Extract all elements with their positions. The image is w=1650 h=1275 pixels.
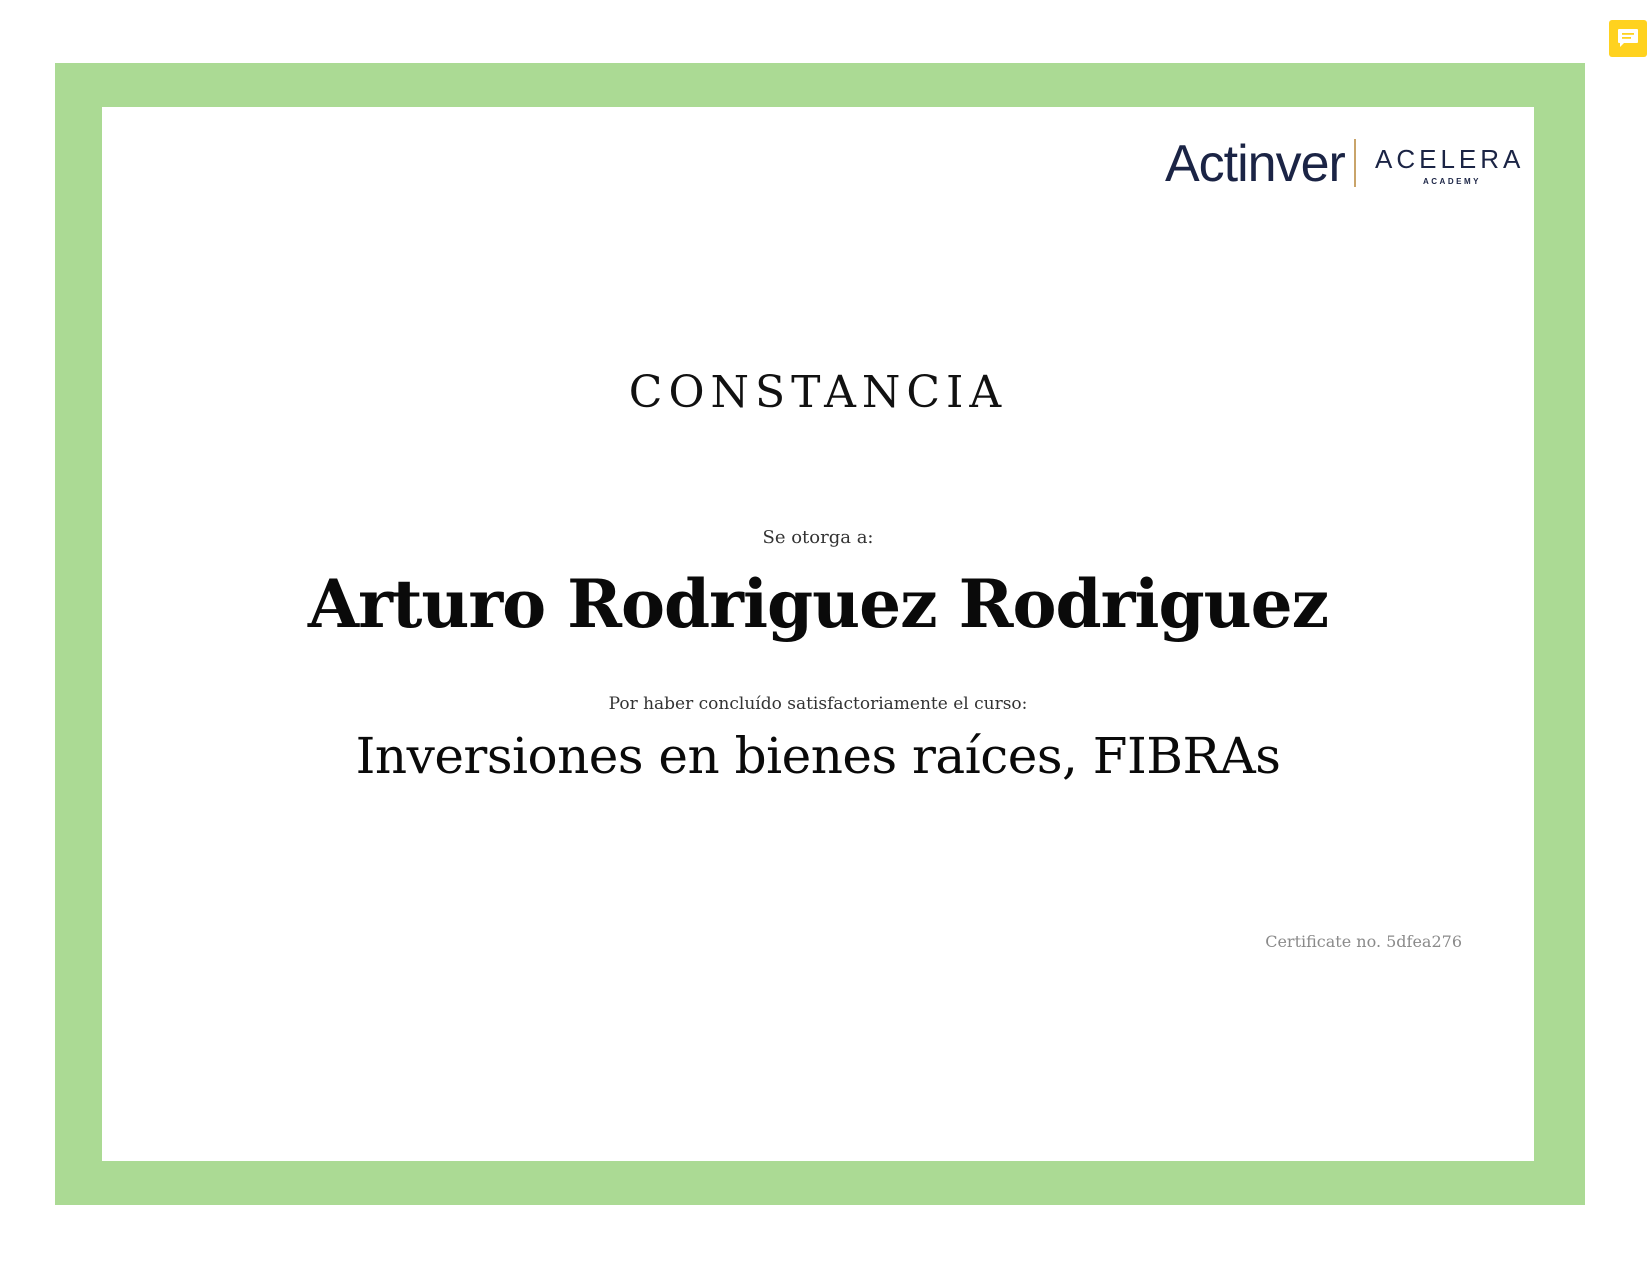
certificate-sheet <box>102 107 1534 1161</box>
completion-reason-label: Por haber concluído satisfactoriamente el curso: <box>608 694 1028 714</box>
recipient-name: Arturo Rodriguez Rodriguez <box>307 565 1329 643</box>
comment-icon <box>1617 28 1639 49</box>
certificate-border <box>55 63 1585 1205</box>
logo-program: ACELERA <box>1375 144 1525 174</box>
certificate-title: CONSTANCIA <box>628 367 1008 418</box>
comment-button[interactable] <box>1609 20 1647 57</box>
actinver-acelera-logo <box>1165 134 1525 200</box>
logo-subtitle: ACADEMY <box>1423 177 1481 186</box>
granted-label: Se otorga a: <box>762 527 874 548</box>
certificate-number: Certificate no. 5dfea276 <box>1265 932 1462 951</box>
course-name: Inversiones en bienes raíces, FIBRAs <box>355 727 1281 785</box>
logo-divider <box>1354 139 1356 187</box>
logo-brand: Actinver <box>1165 135 1345 193</box>
